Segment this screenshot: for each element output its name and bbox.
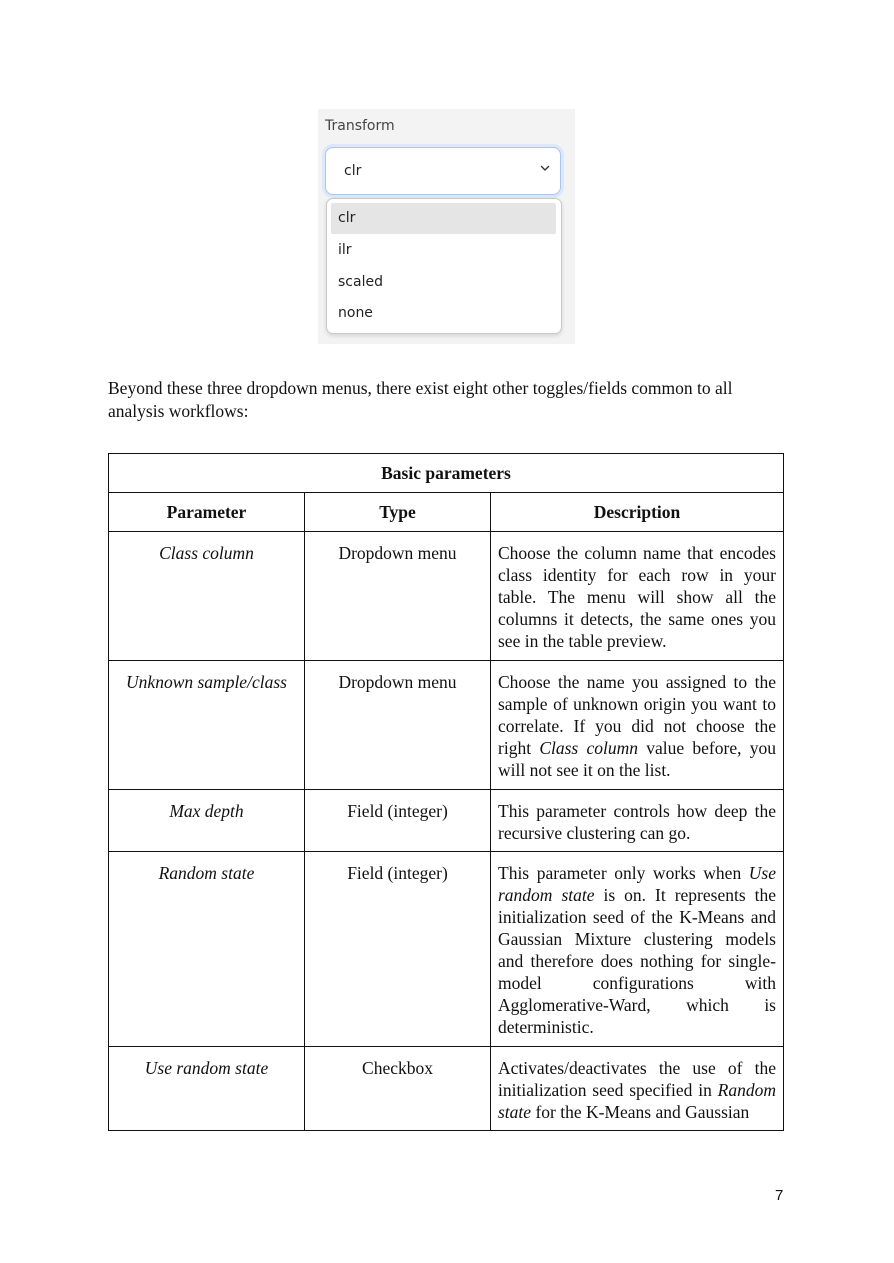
transform-options-menu xyxy=(326,198,562,334)
table-row xyxy=(109,661,784,790)
param-name: Max depth xyxy=(109,790,305,852)
param-description: This parameter controls how deep the recursive clustering can go. xyxy=(491,790,784,852)
param-name: Random state xyxy=(109,852,305,1047)
param-name: Use random state xyxy=(109,1047,305,1131)
param-description: Choose the name you assigned to the sample of unknown origin you want to correlate. If you did not choose the right Class column value before, you will not see it on the list. xyxy=(491,661,784,790)
basic-parameters-table xyxy=(108,453,784,1131)
header-type: Type xyxy=(305,493,491,532)
table-row xyxy=(109,852,784,1047)
table-title: Basic parameters xyxy=(109,454,784,493)
option-scaled[interactable]: scaled xyxy=(338,274,383,290)
table-row xyxy=(109,532,784,661)
intro-paragraph: Beyond these three dropdown menus, there exist eight other toggles/fields common to all analysis workflows: xyxy=(108,378,733,421)
option-clr[interactable]: clr xyxy=(331,203,556,234)
table-row xyxy=(109,1047,784,1131)
param-type: Dropdown menu xyxy=(305,661,491,790)
param-name: Class column xyxy=(109,532,305,661)
transform-select[interactable] xyxy=(325,147,561,195)
table-row xyxy=(109,790,784,852)
option-none[interactable]: none xyxy=(338,305,373,321)
chevron-down-icon xyxy=(539,162,551,174)
param-description: Activates/deactivates the use of the initialization seed specified in Random state for the K-Means and Gaussian xyxy=(491,1047,784,1131)
transform-select-value: clr xyxy=(344,163,362,179)
param-name: Unknown sample/class xyxy=(109,661,305,790)
param-type: Field (integer) xyxy=(305,852,491,1047)
param-type: Dropdown menu xyxy=(305,532,491,661)
transform-label: Transform xyxy=(325,118,395,134)
option-ilr[interactable]: ilr xyxy=(338,242,352,258)
page-number: 7 xyxy=(775,1187,784,1204)
transform-dropdown-screenshot xyxy=(318,109,575,344)
param-description: This parameter only works when Use random state is on. It represents the initialization seed of the K-Means and Gaussian Mixture clustering models and therefore does nothing for single-model configurations with Agglomerative-Ward, which is deterministic. xyxy=(491,852,784,1047)
header-parameter: Parameter xyxy=(109,493,305,532)
param-type: Field (integer) xyxy=(305,790,491,852)
param-description: Choose the column name that encodes class identity for each row in your table. The menu will show all the columns it detects, the same ones you see in the table preview. xyxy=(491,532,784,661)
header-description: Description xyxy=(491,493,784,532)
param-type: Checkbox xyxy=(305,1047,491,1131)
